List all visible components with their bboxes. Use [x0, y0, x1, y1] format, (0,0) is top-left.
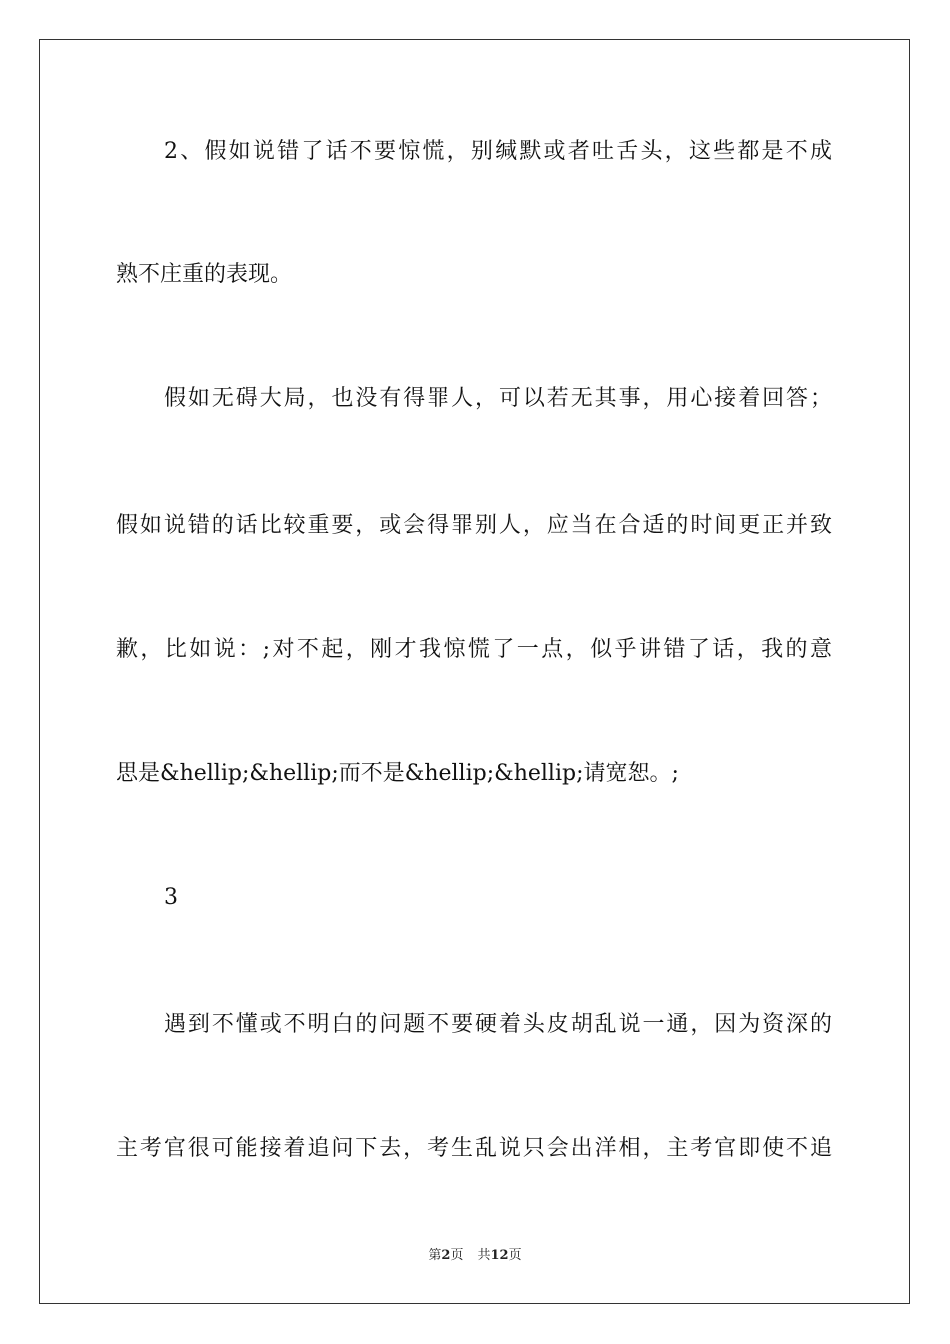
paragraph-line-5: 歉，比如说：;对不起，刚才我惊慌了一点，似乎讲错了话，我的意	[116, 637, 832, 662]
footer-total-prefix: 共	[477, 1248, 491, 1263]
paragraph-line-8: 主考官很可能接着追问下去，考生乱说只会出洋相，主考官即使不追	[116, 1136, 832, 1161]
paragraph-line-7: 遇到不懂或不明白的问题不要硬着头皮胡乱说一通，因为资深的	[164, 1012, 832, 1037]
footer-page-suffix: 页	[450, 1248, 464, 1263]
page-border	[39, 39, 910, 1304]
page-footer	[0, 1246, 950, 1266]
footer-page-prefix: 第	[428, 1248, 442, 1263]
paragraph-line-2: 熟不庄重的表现。	[116, 262, 293, 287]
section-number: 3	[164, 885, 178, 910]
paragraph-line-3: 假如无碍大局，也没有得罪人，可以若无其事，用心接着回答；	[164, 386, 832, 411]
paragraph-line-6: 思是&hellip;&hellip;而不是&hellip;&hellip;请宽恕。;	[116, 761, 679, 786]
footer-total-suffix: 页	[508, 1248, 522, 1263]
footer-total-pages: 12	[490, 1248, 509, 1263]
paragraph-line-4: 假如说错的话比较重要，或会得罪别人，应当在合适的时间更正并致	[116, 513, 832, 538]
paragraph-line-1: 2、假如说错了话不要惊慌，别缄默或者吐舌头，这些都是不成	[164, 139, 832, 164]
footer-page-number: 2	[441, 1248, 451, 1263]
